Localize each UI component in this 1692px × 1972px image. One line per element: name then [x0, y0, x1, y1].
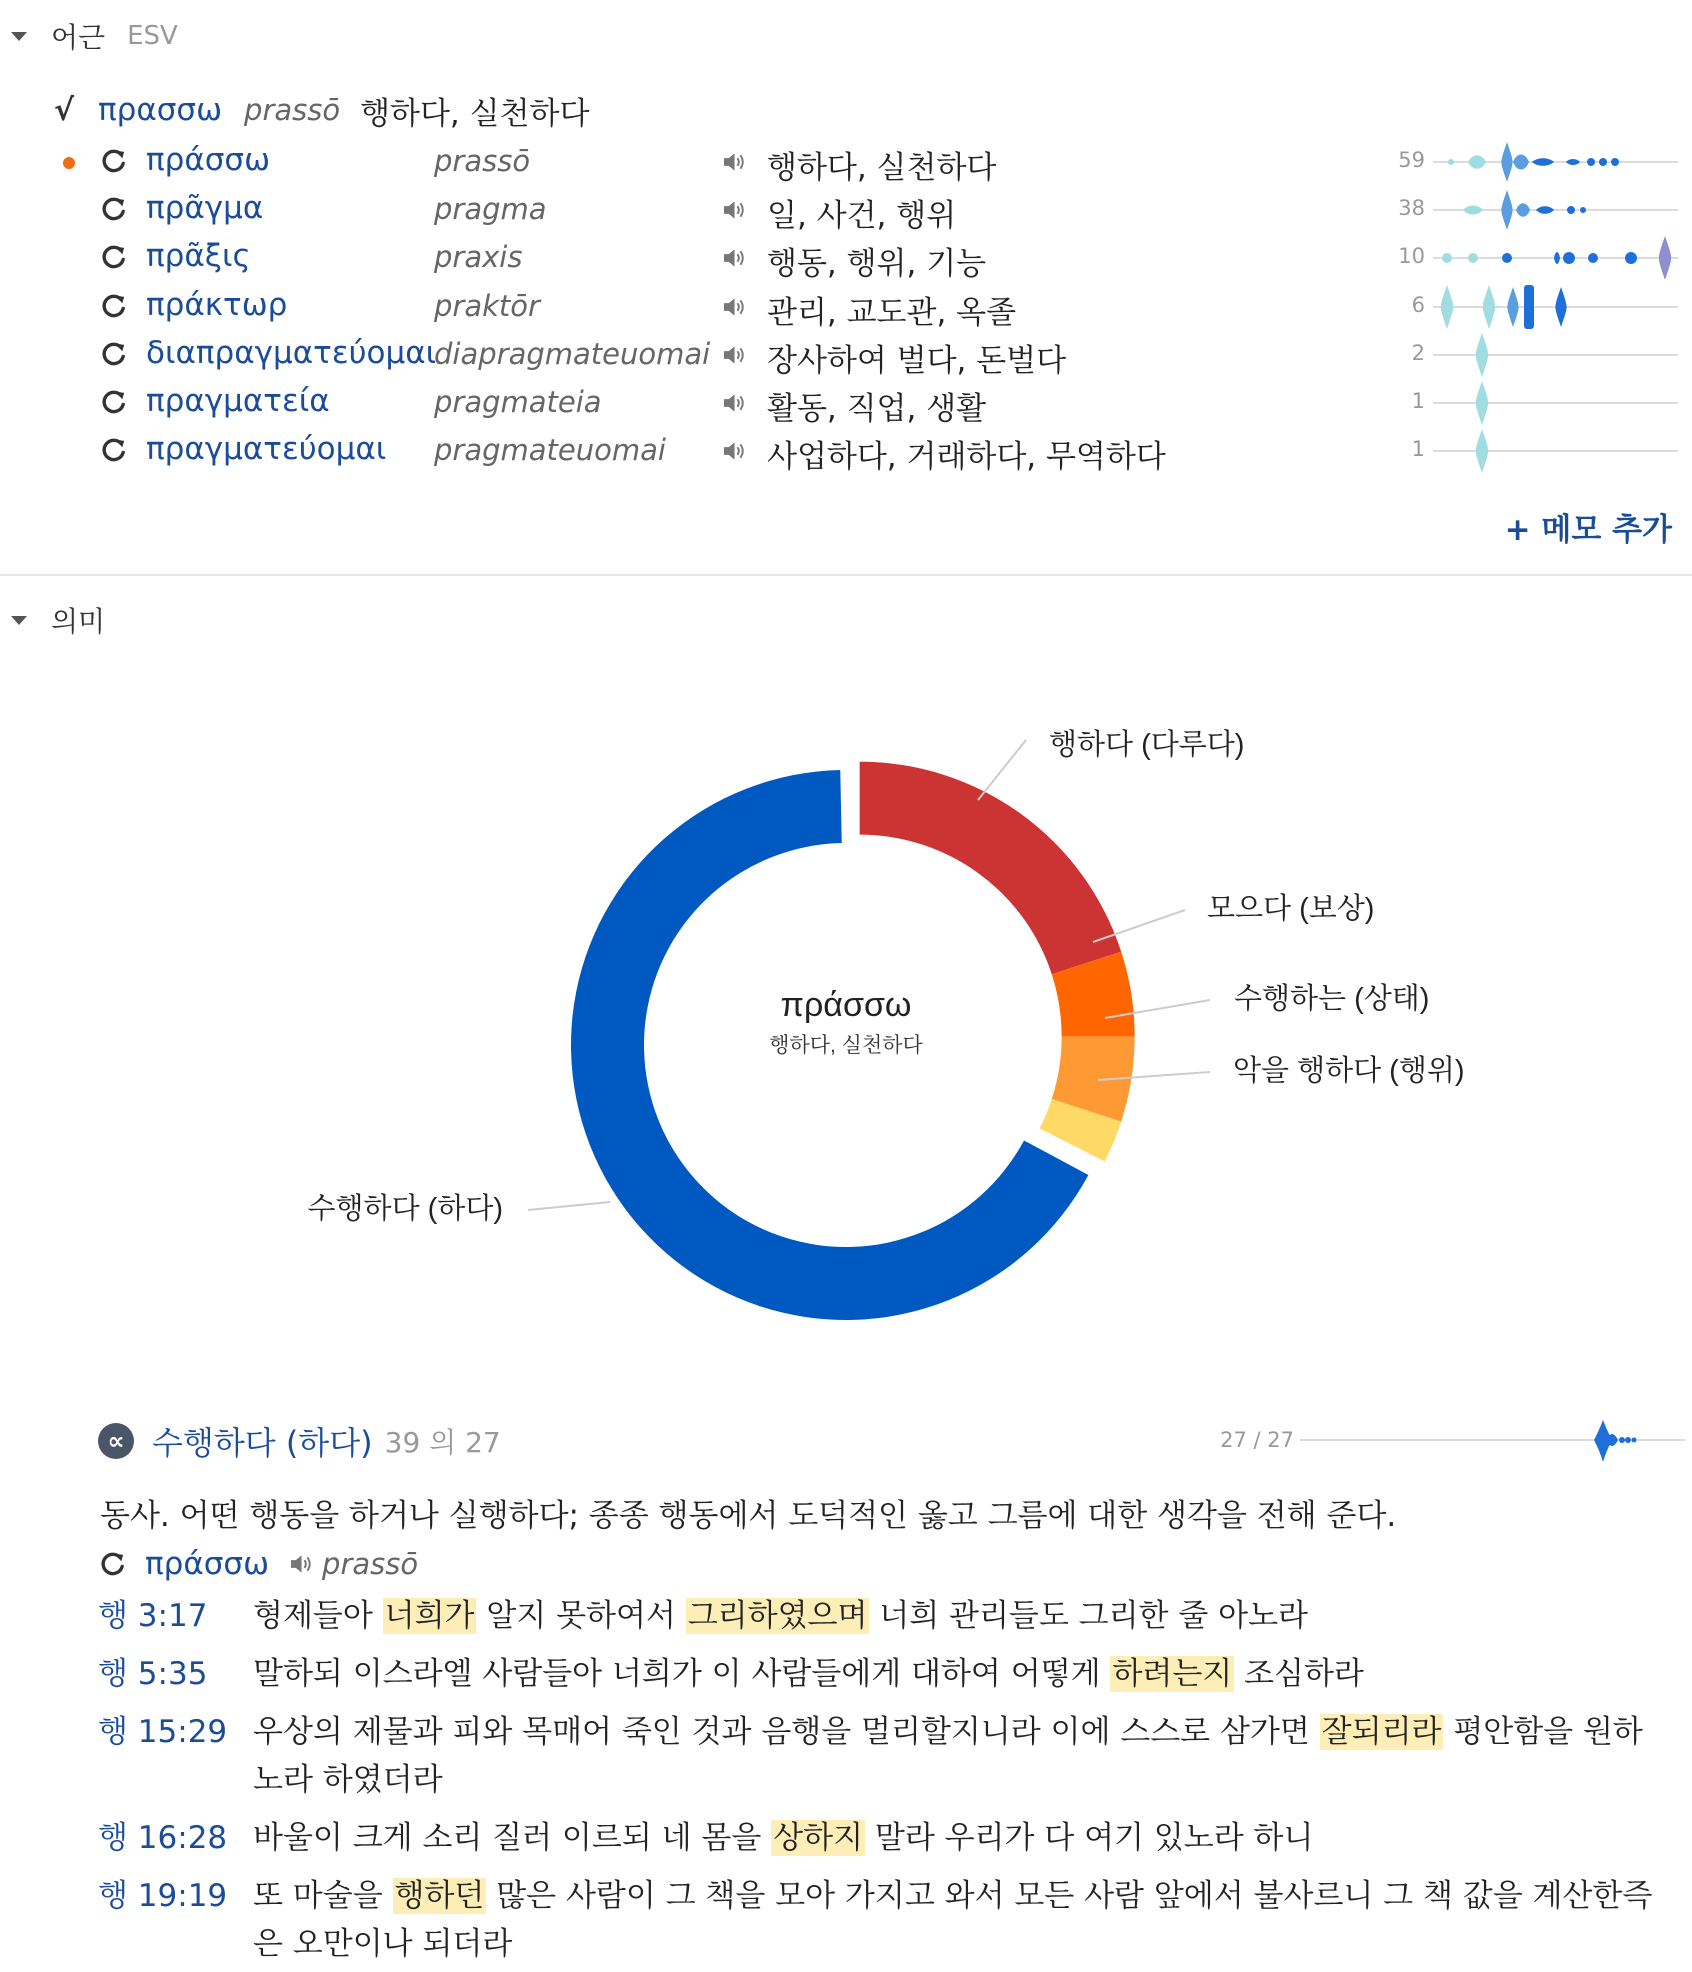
- verse-text-part: 바울이 크게 소리 질러 이르되 네 몸을: [253, 1820, 772, 1856]
- verse-text-part: 조심하라: [1234, 1656, 1364, 1692]
- highlighted-word[interactable]: 잘되리라: [1321, 1714, 1442, 1750]
- section-title: 의미: [51, 605, 106, 638]
- center-gloss: 행하다, 실천하다: [769, 1034, 923, 1057]
- verse-reference-link[interactable]: 행 3:17: [98, 1598, 208, 1634]
- word-greek-link[interactable]: πράσσω: [146, 142, 271, 178]
- word-count: 2: [1411, 340, 1425, 365]
- word-row[interactable]: [0, 379, 1692, 427]
- word-distribution-sparkline[interactable]: [1433, 333, 1678, 377]
- verse-reference-link[interactable]: 행 16:28: [98, 1820, 228, 1856]
- section-title: 어근: [51, 21, 106, 54]
- segment-label[interactable]: 악을 행하다 (행위): [1233, 1055, 1465, 1087]
- sense-header: [98, 1418, 501, 1464]
- word-translit: praxis: [434, 240, 523, 275]
- word-greek-link[interactable]: πρᾶξις: [146, 238, 251, 275]
- word-distribution-sparkline[interactable]: [1433, 236, 1678, 280]
- form-greek-link[interactable]: πράσσω: [145, 1546, 270, 1582]
- label-leader-line: [528, 1202, 610, 1210]
- word-greek-link[interactable]: πράκτωρ: [146, 286, 288, 323]
- verse-text: [253, 1814, 1678, 1862]
- highlighted-word[interactable]: 그리하였으며: [687, 1598, 868, 1634]
- segment-label[interactable]: 행하다 (다루다): [1049, 729, 1245, 761]
- word-translit: pragmateuomai: [434, 433, 666, 468]
- word-row[interactable]: [0, 331, 1692, 379]
- word-greek-link[interactable]: πραγματεία: [146, 383, 330, 419]
- sense-count: 39 의 27: [384, 1426, 501, 1459]
- etymology-header[interactable]: [0, 16, 178, 56]
- word-gloss: 사업하다, 거래하다, 무역하다: [767, 439, 1166, 476]
- word-count: 1: [1411, 437, 1425, 462]
- verse-text-part: 또 마술을: [253, 1878, 393, 1914]
- add-memo-button[interactable]: + 메모 추가: [1504, 512, 1672, 548]
- word-translit: pragma: [434, 192, 547, 227]
- root-row: [54, 88, 589, 132]
- highlighted-word[interactable]: 너희가: [384, 1598, 475, 1634]
- verse-text-part: 알지 못하여서: [476, 1598, 686, 1634]
- word-cycle-icon: [99, 243, 128, 272]
- word-translit: praktōr: [434, 288, 540, 323]
- segment-label[interactable]: 모으다 (보상): [1207, 893, 1375, 925]
- word-count: 38: [1398, 196, 1425, 221]
- speaker-icon[interactable]: [722, 344, 749, 366]
- meaning-header[interactable]: [0, 600, 105, 640]
- speaker-icon[interactable]: [722, 440, 749, 462]
- sense-distribution-sparkline[interactable]: [1300, 1416, 1690, 1466]
- verse-text-part: 우상의 제물과 피와 목매어 죽인 것과 음행을 멀리할지니라 이에 스스로 삼가면: [253, 1714, 1320, 1750]
- verse-text: [253, 1872, 1678, 1968]
- verse-row: [98, 1592, 1678, 1640]
- sense-definition: 동사. 어떤 행동을 하거나 실행하다; 종종 행동에서 도덕적인 옳고 그름에 대한 생각을 전해 준다.: [100, 1498, 1397, 1534]
- word-gloss: 행하다, 실천하다: [767, 150, 997, 186]
- verse-reference-link[interactable]: 행 5:35: [98, 1656, 208, 1692]
- root-icon: √: [54, 92, 75, 128]
- verse-reference-link[interactable]: 행 15:29: [98, 1714, 228, 1750]
- verse-row: [98, 1708, 1678, 1804]
- word-gloss: 일, 사건, 행위: [767, 198, 957, 235]
- word-gloss: 관리, 교도관, 옥졸: [767, 294, 1017, 331]
- speaker-icon[interactable]: [722, 247, 749, 269]
- verse-row: [98, 1650, 1678, 1698]
- word-translit: prassō: [434, 144, 531, 178]
- word-cycle-icon: [99, 436, 128, 465]
- word-row[interactable]: [0, 186, 1692, 234]
- word-count: 59: [1398, 148, 1425, 172]
- sense-form-row: [98, 1542, 418, 1586]
- verse-reference-link[interactable]: 행 19:19: [98, 1878, 228, 1914]
- highlighted-word[interactable]: 하려는지: [1112, 1656, 1233, 1692]
- word-row[interactable]: [0, 283, 1692, 331]
- speaker-icon[interactable]: [722, 296, 749, 318]
- word-gloss: 행동, 행위, 기능: [767, 246, 987, 283]
- current-word-dot: [63, 157, 75, 169]
- collapse-triangle-icon[interactable]: [11, 32, 27, 41]
- speaker-icon[interactable]: [722, 151, 749, 173]
- speaker-icon[interactable]: [722, 392, 749, 414]
- root-translit: prassō: [244, 93, 341, 127]
- verse-text-part: 형제들아: [253, 1598, 383, 1634]
- word-greek-link[interactable]: πραγματεύομαι: [146, 431, 387, 468]
- word-cycle-icon: [99, 340, 128, 369]
- verse-text-part: 말하되 이스라엘 사람들아 너희가 이 사람들에게 대하여 어떻게: [253, 1656, 1111, 1692]
- word-gloss: 장사하여 벌다, 돈벌다: [767, 342, 1067, 379]
- word-cycle-icon: [99, 195, 128, 224]
- bible-version: ESV: [127, 21, 178, 51]
- center-word: πράσσω: [780, 986, 912, 1024]
- sense-icon: ∝: [98, 1423, 134, 1459]
- word-translit: pragmateia: [434, 385, 602, 419]
- donut-segment[interactable]: [860, 762, 1122, 975]
- verse-row: [98, 1814, 1678, 1862]
- word-count: 10: [1398, 244, 1425, 269]
- word-count: 6: [1411, 292, 1425, 317]
- highlighted-word[interactable]: 행하던: [394, 1878, 485, 1914]
- verse-text-part: 많은 사람이 그 책을 모아 가지고 와서 모든 사람 앞에서 불사르니 그 책 값을 계산한즉 은 오만이나 되더라: [253, 1878, 1653, 1962]
- segment-label[interactable]: 수행하다 (하다): [307, 1193, 503, 1225]
- meaning-donut-chart[interactable]: [0, 640, 1692, 1360]
- verse-text: [253, 1592, 1678, 1640]
- verse-text: [253, 1650, 1678, 1698]
- verse-text-part: 너희 관리들도 그리한 줄 아노라: [869, 1598, 1308, 1634]
- label-leader-line: [978, 740, 1026, 800]
- word-distribution-sparkline[interactable]: [1433, 285, 1678, 329]
- verse-list: [98, 1592, 1678, 1972]
- word-distribution-sparkline[interactable]: [1433, 188, 1678, 232]
- sense-title-link[interactable]: 수행하다 (하다): [152, 1424, 373, 1462]
- word-greek-link[interactable]: πρᾶγμα: [146, 190, 264, 227]
- form-translit: prassō: [322, 1547, 419, 1581]
- verse-row: [98, 1872, 1678, 1968]
- divider: [0, 574, 1692, 576]
- word-translit: diapragmateuomai: [434, 336, 711, 371]
- word-count: 1: [1411, 389, 1425, 413]
- verse-text: [253, 1708, 1678, 1804]
- speaker-icon[interactable]: [289, 1553, 316, 1575]
- speaker-icon[interactable]: [722, 199, 749, 221]
- word-row[interactable]: [0, 427, 1692, 475]
- highlighted-word[interactable]: 상하지: [773, 1820, 864, 1856]
- word-cycle-icon: [99, 147, 128, 176]
- word-gloss: 활동, 직업, 생활: [767, 391, 987, 427]
- word-cycle-icon: [99, 388, 128, 417]
- word-greek-link[interactable]: διαπραγματεύομαι: [146, 334, 437, 371]
- segment-label[interactable]: 수행하는 (상태): [1234, 983, 1430, 1015]
- word-distribution-sparkline[interactable]: [1433, 429, 1678, 473]
- word-row[interactable]: [0, 234, 1692, 282]
- verse-text-part: 말라 우리가 다 여기 있노라 하니: [865, 1820, 1314, 1856]
- word-distribution-sparkline[interactable]: [1433, 381, 1678, 425]
- root-gloss: 행하다, 실천하다: [360, 95, 590, 132]
- word-row[interactable]: [0, 138, 1692, 186]
- sense-ratio: 27 / 27: [1220, 1428, 1294, 1452]
- root-word-link[interactable]: πρασσω: [98, 92, 223, 128]
- verse-text-part: 평안함을 원하노라 하였더라: [253, 1714, 1643, 1798]
- word-distribution-sparkline[interactable]: [1433, 140, 1678, 184]
- word-cycle-icon: [98, 1550, 127, 1579]
- word-cycle-icon: [99, 292, 128, 321]
- collapse-triangle-icon[interactable]: [11, 616, 27, 625]
